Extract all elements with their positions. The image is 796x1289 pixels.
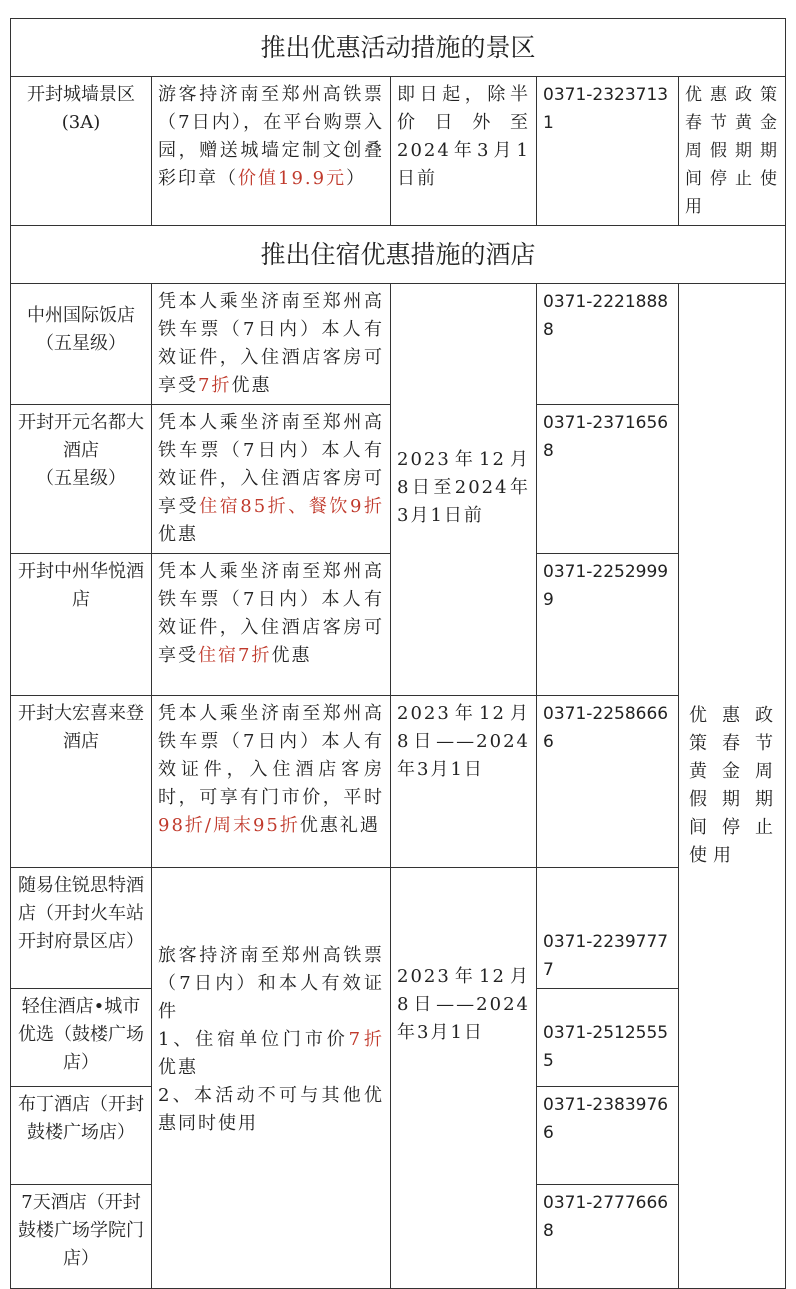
hotel-name: 开封中州华悦酒店 [18, 561, 144, 610]
scenic-note: 优惠政策春节黄金周假期期间停止使用 [679, 77, 786, 226]
hotel-name: 7天酒店（开封鼓楼广场学院门店） [18, 1192, 144, 1269]
offer-text: 凭本人乘坐济南至郑州高铁车票（7日内）本人有效证件，入住酒店客房时，可享有门市价，平时 [158, 703, 384, 808]
offer-tail: 优惠 [231, 375, 272, 396]
hotel-name: 轻住酒店•城市优选（鼓楼广场店） [18, 996, 144, 1073]
hotel-level: （五星级） [36, 468, 126, 489]
scenic-name-cell [11, 77, 152, 226]
hotel-period: 2023年12月8日——2024年3月1日 [391, 696, 537, 868]
hotel-name-cell [11, 405, 152, 554]
hotel-name-cell [11, 1185, 152, 1289]
group3-offer-intro: 旅客持济南至郑州高铁票（7日内）和本人有效证件 [158, 945, 384, 1022]
hotel-name-cell [11, 554, 152, 696]
offer-highlight: 7折 [348, 1029, 385, 1050]
phone-text: 0371-22218888 [543, 292, 669, 340]
group1-period: 2023年12月8日至2024年3月1日前 [391, 284, 537, 696]
hotel-name: 随易住锐思特酒店（开封火车站开封府景区店） [18, 875, 144, 952]
phone-text: 0371-23839766 [543, 1095, 669, 1143]
offer-text: 凭本人乘坐济南至郑州高铁车票（7日内）本人有效证件，入住酒店客房可享受 [158, 412, 384, 517]
offer-highlight: 98折/周末95折 [158, 815, 300, 836]
offer-text: 凭本人乘坐济南至郑州高铁车票（7日内）本人有效证件，入住酒店客房可享受 [158, 561, 384, 666]
scenic-phone-text: 0371-23237131 [543, 85, 669, 133]
phone-text: 0371-22586666 [543, 704, 669, 752]
hotel-name-cell [11, 284, 152, 405]
group3-offer [152, 868, 391, 1289]
scenic-section-title: 推出优惠活动措施的景区 [11, 19, 786, 77]
scenic-offer-text: 游客持济南至郑州高铁票（7日内），在平台购票入园，赠送城墙定制文创叠彩印章（ [158, 84, 384, 189]
hotel-phone [537, 284, 679, 405]
hotel-phone [537, 696, 679, 868]
scenic-offer-tail: ） [346, 168, 367, 189]
phone-text: 0371-23716568 [543, 413, 669, 461]
offer-text: 1、住宿单位门市价 [158, 1029, 349, 1050]
hotel-phone [537, 989, 679, 1087]
phone-text: 0371-27776668 [543, 1193, 669, 1241]
hotel-name-cell [11, 868, 152, 989]
offer-tail: 优惠 [271, 645, 312, 666]
phone-text: 0371-22529999 [543, 562, 669, 610]
scenic-level: (3A) [61, 112, 101, 133]
hotel-phone [537, 1087, 679, 1185]
hotel-offer [152, 554, 391, 696]
hotel-name: 布丁酒店（开封鼓楼广场店） [18, 1094, 144, 1143]
offer-text: 凭本人乘坐济南至郑州高铁车票（7日内）本人有效证件，入住酒店客房可享受 [158, 291, 384, 396]
offer-highlight: 7折 [198, 375, 232, 396]
hotel-phone [537, 405, 679, 554]
hotel-phone [537, 868, 679, 989]
discount-table [10, 18, 786, 1289]
offer-highlight: 住宿85折、餐饮9折 [199, 496, 385, 517]
hotel-phone [537, 554, 679, 696]
scenic-offer [152, 77, 391, 226]
offer-highlight: 住宿7折 [198, 645, 272, 666]
phone-text: 0371-22397777 [543, 932, 669, 980]
hotel-name: 开封大宏喜来登酒店 [18, 703, 144, 752]
hotel-offer [152, 696, 391, 868]
scenic-period: 即日起，除半价日外至2024年3月1日前 [391, 77, 537, 226]
hotel-note: 优惠政策春节黄金周假期期间停止使用 [679, 284, 786, 1289]
hotel-offer [152, 284, 391, 405]
group3-offer-item-1 [158, 1026, 384, 1082]
offer-tail: 优惠礼遇 [299, 815, 380, 836]
hotel-name: 开封开元名都大酒店 [18, 412, 144, 461]
hotel-name-cell [11, 1087, 152, 1185]
hotel-section-title: 推出住宿优惠措施的酒店 [11, 226, 786, 284]
hotel-name: 中州国际饭店 [27, 305, 135, 326]
hotel-name-cell [11, 989, 152, 1087]
hotel-level: （五星级） [36, 333, 126, 354]
phone-text: 0371-25125555 [543, 1023, 669, 1071]
group3-offer-item-2: 2、本活动不可与其他优惠同时使用 [158, 1085, 384, 1134]
offer-tail: 优惠 [158, 524, 198, 545]
hotel-offer [152, 405, 391, 554]
offer-tail: 优惠 [158, 1057, 198, 1078]
hotel-name-cell [11, 696, 152, 868]
scenic-offer-highlight: 价值19.9元 [238, 168, 347, 189]
scenic-name: 开封城墙景区 [27, 84, 135, 105]
hotel-phone [537, 1185, 679, 1289]
scenic-phone [537, 77, 679, 226]
group3-period: 2023年12月8日——2024年3月1日 [391, 868, 537, 1289]
